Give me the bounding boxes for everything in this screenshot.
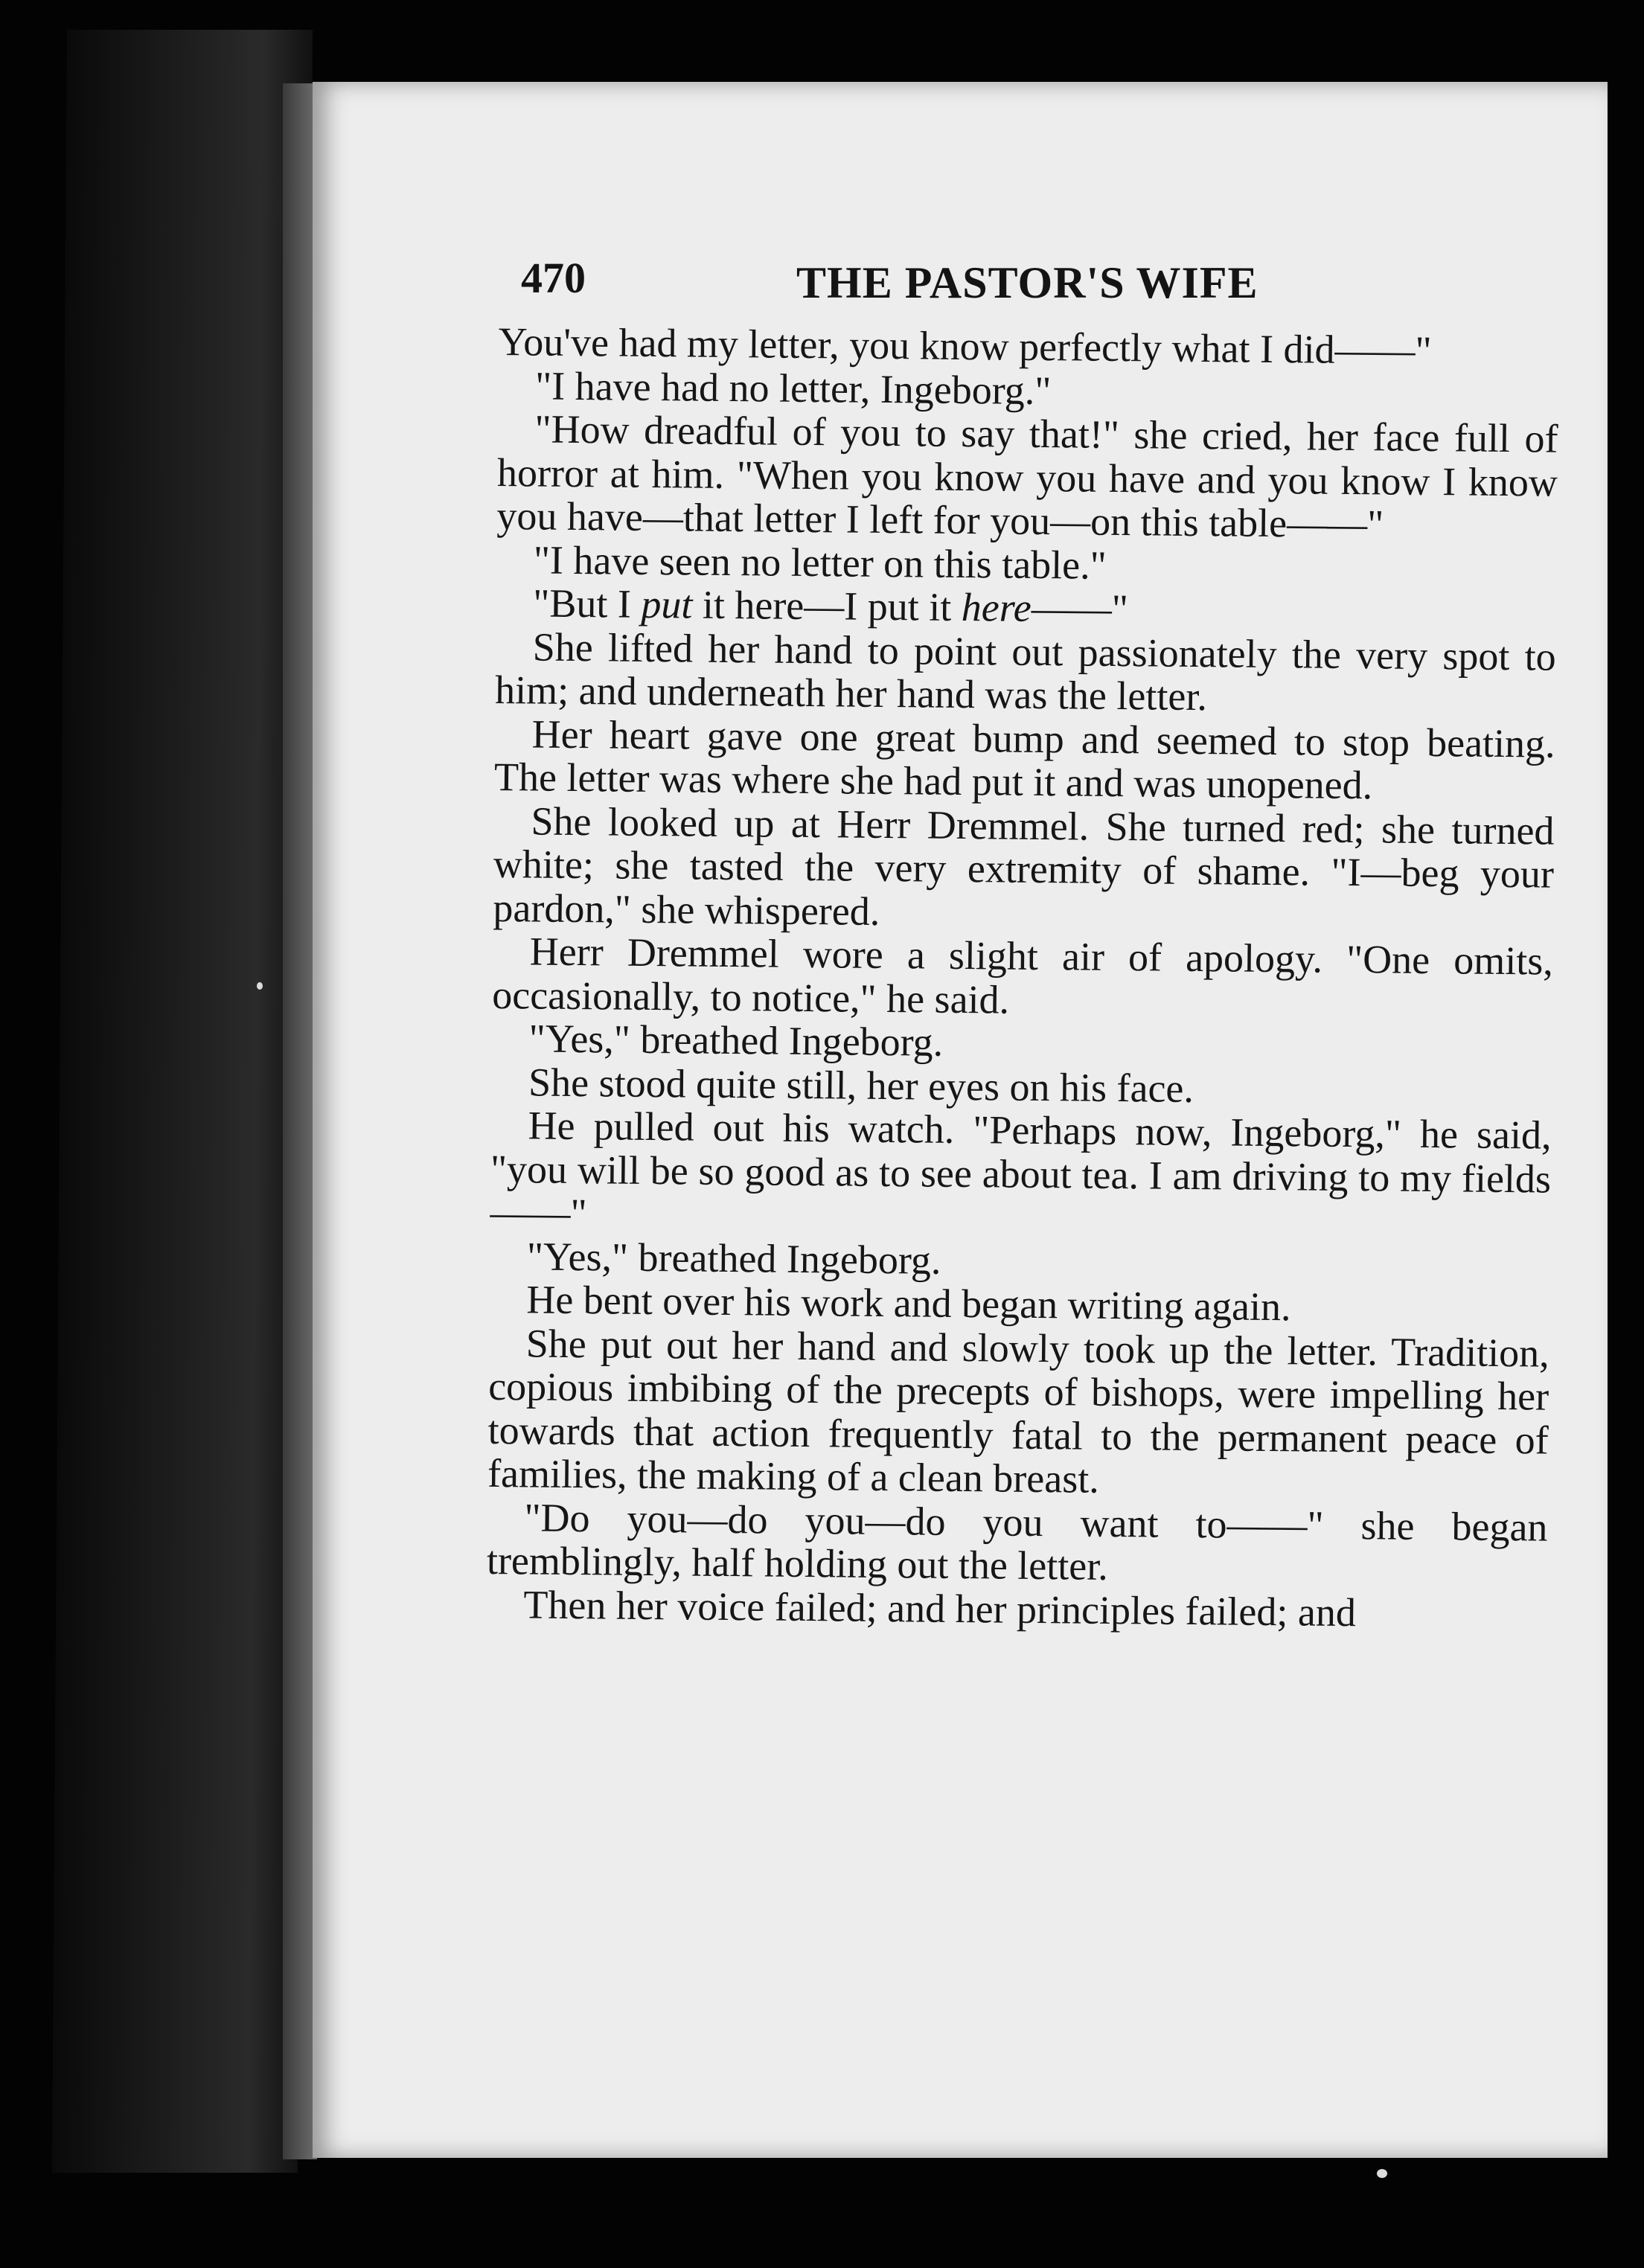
scan-speck [257, 982, 263, 990]
paragraph: She stood quite still, her eyes on his face. [528, 1059, 1194, 1111]
running-title: THE PASTOR'S WIFE [796, 258, 1258, 307]
paragraph: "How dreadful of you to say that!" she cried, her face full of horror at him. "When you know you have and you know I know you have—that letter I left for you—on this table——" [496, 406, 1558, 547]
paragraph: "Yes," breathed Ingeborg. [528, 1016, 944, 1065]
paragraph: Her heart gave one great bump and seemed to stop beating. The letter was where she had put it and was unopened. [493, 711, 1555, 808]
text-run: it here—I put it [692, 582, 962, 630]
emphasis-run: here [961, 584, 1032, 630]
text-run: ——" [1031, 585, 1129, 632]
scan-speck [1377, 2169, 1387, 2178]
text-run: "But I [533, 580, 642, 627]
paragraph: Herr Dremmel wore a slight air of apology. "One omits, occasionally, to notice," he said. [492, 929, 1554, 1022]
book-binding-edge [52, 30, 313, 2173]
paragraph: He bent over his work and began writing again. [526, 1277, 1291, 1330]
paragraph: "I have had no letter, Ingeborg." [534, 362, 1052, 413]
paragraph: Then her voice failed; and her principles failed; and [523, 1581, 1357, 1635]
paragraph: She lifted her hand to point out passionately the very spot to him; and underneath her hand was the letter. [494, 624, 1557, 720]
paragraph: You've had my letter, you know perfectly what I did——" [498, 319, 1432, 374]
paragraph: "Yes," breathed Ingeborg. [526, 1233, 941, 1283]
paragraph: He pulled out his watch. "Perhaps now, Ingeborg," he said, "you will be so good as to see about tea. I am driving to my fields——" [490, 1103, 1552, 1236]
paragraph: "I have seen no letter on this table." [533, 536, 1107, 588]
paragraph: "Do you—do you—do you want to——" she began tremblingly, half holding out the letter. [486, 1494, 1548, 1589]
page-number: 470 [521, 254, 586, 302]
paragraph: She looked up at Herr Dremmel. She turned red; she turned white; she tasted the very extremity of shame. "I—beg your pardon," she whispered. [493, 798, 1555, 934]
paragraph: She put out her hand and slowly took up the letter. Tradition, copious imbibing of the precepts of bishops, were impelling her towards that action frequently fatal to the permanent peace of families, the making of a clean breast. [487, 1320, 1550, 1502]
body-text [486, 320, 1559, 1636]
emphasis-run: put [641, 581, 693, 627]
running-header [521, 253, 1280, 320]
